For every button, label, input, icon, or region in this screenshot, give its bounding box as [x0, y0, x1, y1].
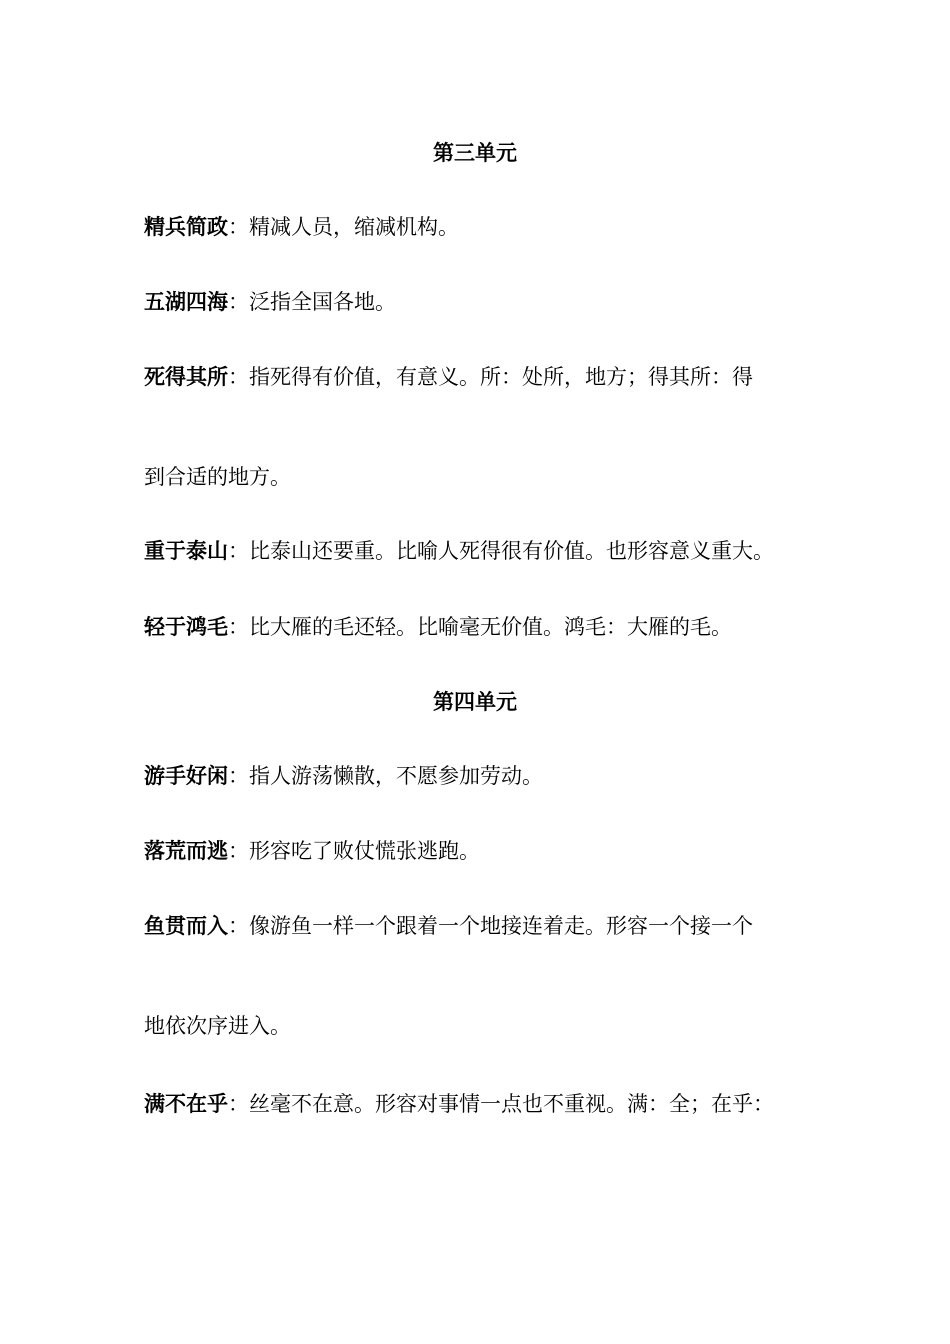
idiom-definition: 泛指全国各地。 — [249, 290, 396, 314]
idiom-colon: ： — [228, 839, 249, 863]
idiom-definition: 比泰山还要重。比喻人死得很有价值。也形容意义重大。 — [249, 539, 774, 563]
idiom-colon: ： — [228, 764, 249, 788]
section-heading-unit-4: 第四单元 — [433, 689, 517, 714]
idiom-entry — [144, 365, 753, 389]
idiom-colon: ： — [228, 615, 249, 639]
idiom-term: 死得其所 — [144, 364, 228, 389]
idiom-entry — [144, 290, 396, 314]
idiom-definition: 比大雁的毛还轻。比喻毫无价值。鸿毛：大雁的毛。 — [249, 615, 732, 639]
idiom-entry — [144, 215, 459, 239]
idiom-term: 鱼贯而入 — [144, 913, 228, 938]
idiom-definition-continuation: 到合适的地方。 — [144, 465, 291, 489]
idiom-colon: ： — [228, 539, 249, 563]
idiom-entry — [144, 914, 753, 938]
idiom-colon: ： — [228, 914, 249, 938]
idiom-definition: 形容吃了败仗慌张逃跑。 — [249, 839, 480, 863]
idiom-entry — [144, 1092, 774, 1116]
idiom-colon: ： — [228, 215, 249, 239]
idiom-colon: ： — [228, 365, 249, 389]
idiom-definition: 像游鱼一样一个跟着一个地接连着走。形容一个接一个 — [249, 914, 753, 938]
idiom-colon: ： — [228, 1092, 249, 1116]
idiom-colon: ： — [228, 290, 249, 314]
idiom-entry — [144, 764, 543, 788]
idiom-definition: 指人游荡懒散，不愿参加劳动。 — [249, 764, 543, 788]
section-heading-unit-3: 第三单元 — [433, 140, 517, 165]
idiom-term: 满不在乎 — [144, 1091, 228, 1116]
idiom-definition: 精减人员，缩减机构。 — [249, 215, 459, 239]
idiom-entry — [144, 539, 774, 563]
idiom-entry — [144, 615, 732, 639]
idiom-term: 游手好闲 — [144, 763, 228, 788]
idiom-term: 五湖四海 — [144, 289, 228, 314]
idiom-entry — [144, 839, 480, 863]
idiom-definition: 指死得有价值，有意义。所：处所，地方；得其所：得 — [249, 365, 753, 389]
idiom-definition: 丝毫不在意。形容对事情一点也不重视。满：全；在乎： — [249, 1092, 774, 1116]
idiom-term: 落荒而逃 — [144, 838, 228, 863]
idiom-definition-continuation: 地依次序进入。 — [144, 1014, 291, 1038]
idiom-term: 重于泰山 — [144, 538, 228, 563]
idiom-term: 精兵简政 — [144, 214, 228, 239]
idiom-term: 轻于鸿毛 — [144, 614, 228, 639]
